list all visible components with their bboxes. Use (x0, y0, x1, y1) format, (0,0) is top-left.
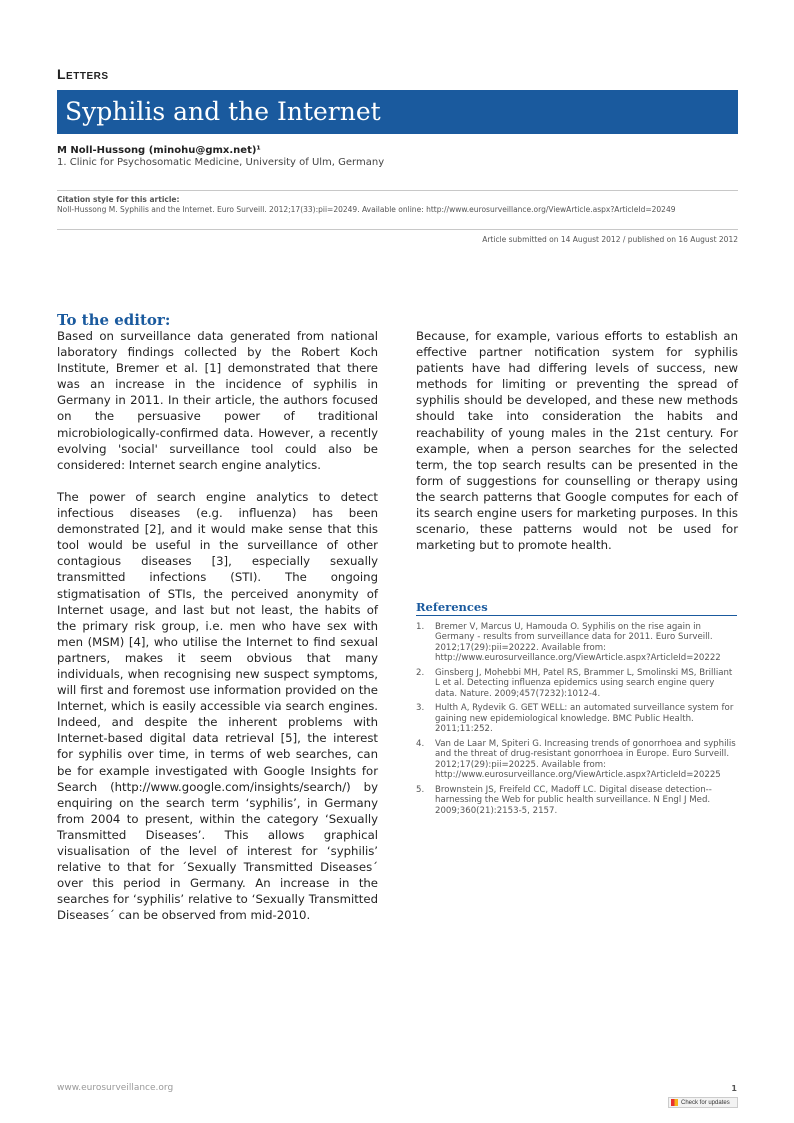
citation-text: Noll-Hussong M. Syphilis and the Internet. Euro Surveill. 2012;17(33):pii=20249. Available online: http://www.eurosurveillance.org/ViewArticle.aspx?ArticleId=20249 (57, 205, 676, 214)
reference-number: 2. (416, 667, 425, 678)
body-right-column (416, 328, 738, 553)
references-divider (416, 615, 737, 616)
reference-number: 5. (416, 784, 425, 795)
reference-item (416, 703, 738, 734)
footer-url[interactable]: www.eurosurveillance.org (57, 1083, 174, 1093)
reference-text: Ginsberg J, Mohebbi MH, Patel RS, Brammer L, Smolinski MS, Brilliant L et al. Detecting influenza epidemics using search engine query data. Nature. 2009;457(7232):1012-4. (435, 667, 733, 699)
reference-item (416, 785, 738, 816)
section-label: Letters (57, 66, 109, 82)
check-for-updates-icon (671, 1099, 678, 1106)
affiliation-line: 1. Clinic for Psychosomatic Medicine, University of Ulm, Germany (57, 157, 385, 168)
reference-text: Bremer V, Marcus U, Hamouda O. Syphilis on the rise again in Germany - results from surveillance data for 2011. Euro Surveill. 2012;17(29):pii=20222. Available from: http://www.eurosurveillance.org/ViewArticle.aspx?ArticleId=20222 (435, 622, 721, 664)
header-divider-bottom (57, 229, 738, 230)
submission-dates: Article submitted on 14 August 2012 / published on 16 August 2012 (482, 235, 738, 244)
references-list (416, 622, 738, 820)
reference-text: Hulth A, Rydevik G. GET WELL: an automated surveillance system for gaining new epidemiological knowledge. BMC Public Health. 2011;11:252. (435, 703, 734, 735)
body-paragraph: Based on surveillance data generated from national laboratory findings collected by the Robert Koch Institute, Bremer et al. [1] demonstrated that there was an increase in the incidence of syphilis in Germany in 2011. In their article, the authors focused on the persuasive power of traditional microbiologically-confirmed data. However, a recently evolving 'social' surveillance tool could also be considered: Internet search engine analytics. (57, 329, 378, 472)
reference-number: 1. (416, 622, 425, 632)
article-title: Syphilis and the Internet (65, 97, 381, 126)
body-paragraph: Because, for example, various efforts to establish an effective partner notification system for syphilis patients have had differing levels of success, new methods for limiting or preventing the spread of syphilis should be developed, and these new methods should take into consideration the habits and reachability of young males in the 21st century. For example, when a person searches for the selected term, the top search results can be presented in the form of suggestions for counselling or therapy using the search patterns that Google computes for each of its search engine users for marketing purposes. In this scenario, these patterns would not be used for marketing but to promote health. (416, 329, 738, 553)
reference-number: 4. (416, 738, 425, 749)
citation-heading: Citation style for this article: (57, 195, 180, 204)
body-paragraph: The power of search engine analytics to detect infectious diseases (e.g. influenza) has been demonstrated [2], and it would make sense that this tool would be useful in the surveillance of other contagious diseases [3], especially sexually transmitted infections (STI). The ongoing stigmatisation of STIs, the perceived anonymity of Internet usage, and last but not least, the habits of the primary risk group, i.e. men who have sex with men (MSM) [4], who utilise the Internet to find sexual partners, makes it seem obvious that many individuals, when recognising new suspect symptoms, will first and foremost use information provided on the Internet, which is easily accessible via search engines. Indeed, and despite the inherent problems with Internet-based digital data retrieval [5], the interest for syphilis over time, in terms of web searches, can be for example investigated with Google Insights for Search (http://www.google.com/insights/search/) by enquiring on the search term ‘syphilis’, in Germany from 2004 to present, within the category ‘Sexually Transmitted Diseases’. This allows graphical visualisation of the level of interest for ‘syphilis’ relative to that for ´Sexually Transmitted Diseases´ over this period in Germany. An increase in the searches for ‘syphilis’ relative to ‘Sexually Transmitted Diseases´ can be observed from mid-2010. (57, 489, 378, 923)
body-left-column (57, 328, 378, 923)
reference-text: Brownstein JS, Freifeld CC, Madoff LC. Digital disease detection--harnessing the Web for public health surveillance. N Engl J Med. 2009;360(21):2153-5, 2157. (435, 784, 712, 816)
page-number: 1 (731, 1084, 737, 1093)
author-line: M Noll-Hussong (minohu@gmx.net)¹ (57, 145, 261, 156)
reference-text: Van de Laar M, Spiteri G. Increasing trends of gonorrhoea and syphilis and the threat of drug-resistant gonorrhoea in Europe. Euro Surveill. 2012;17(29):pii=20225. Available from: http://www.eurosurveillance.org/ViewArticle.aspx?ArticleId=20225 (435, 738, 736, 781)
body-heading: To the editor: (57, 311, 171, 329)
reference-number: 3. (416, 703, 425, 714)
title-banner (57, 90, 738, 134)
check-for-updates-button[interactable] (668, 1097, 738, 1108)
references-heading: References (416, 600, 488, 614)
reference-item (416, 739, 738, 781)
reference-item (416, 622, 738, 664)
check-for-updates-label: Check for updates (681, 1099, 730, 1106)
reference-item (416, 668, 738, 699)
header-divider-top (57, 190, 738, 191)
